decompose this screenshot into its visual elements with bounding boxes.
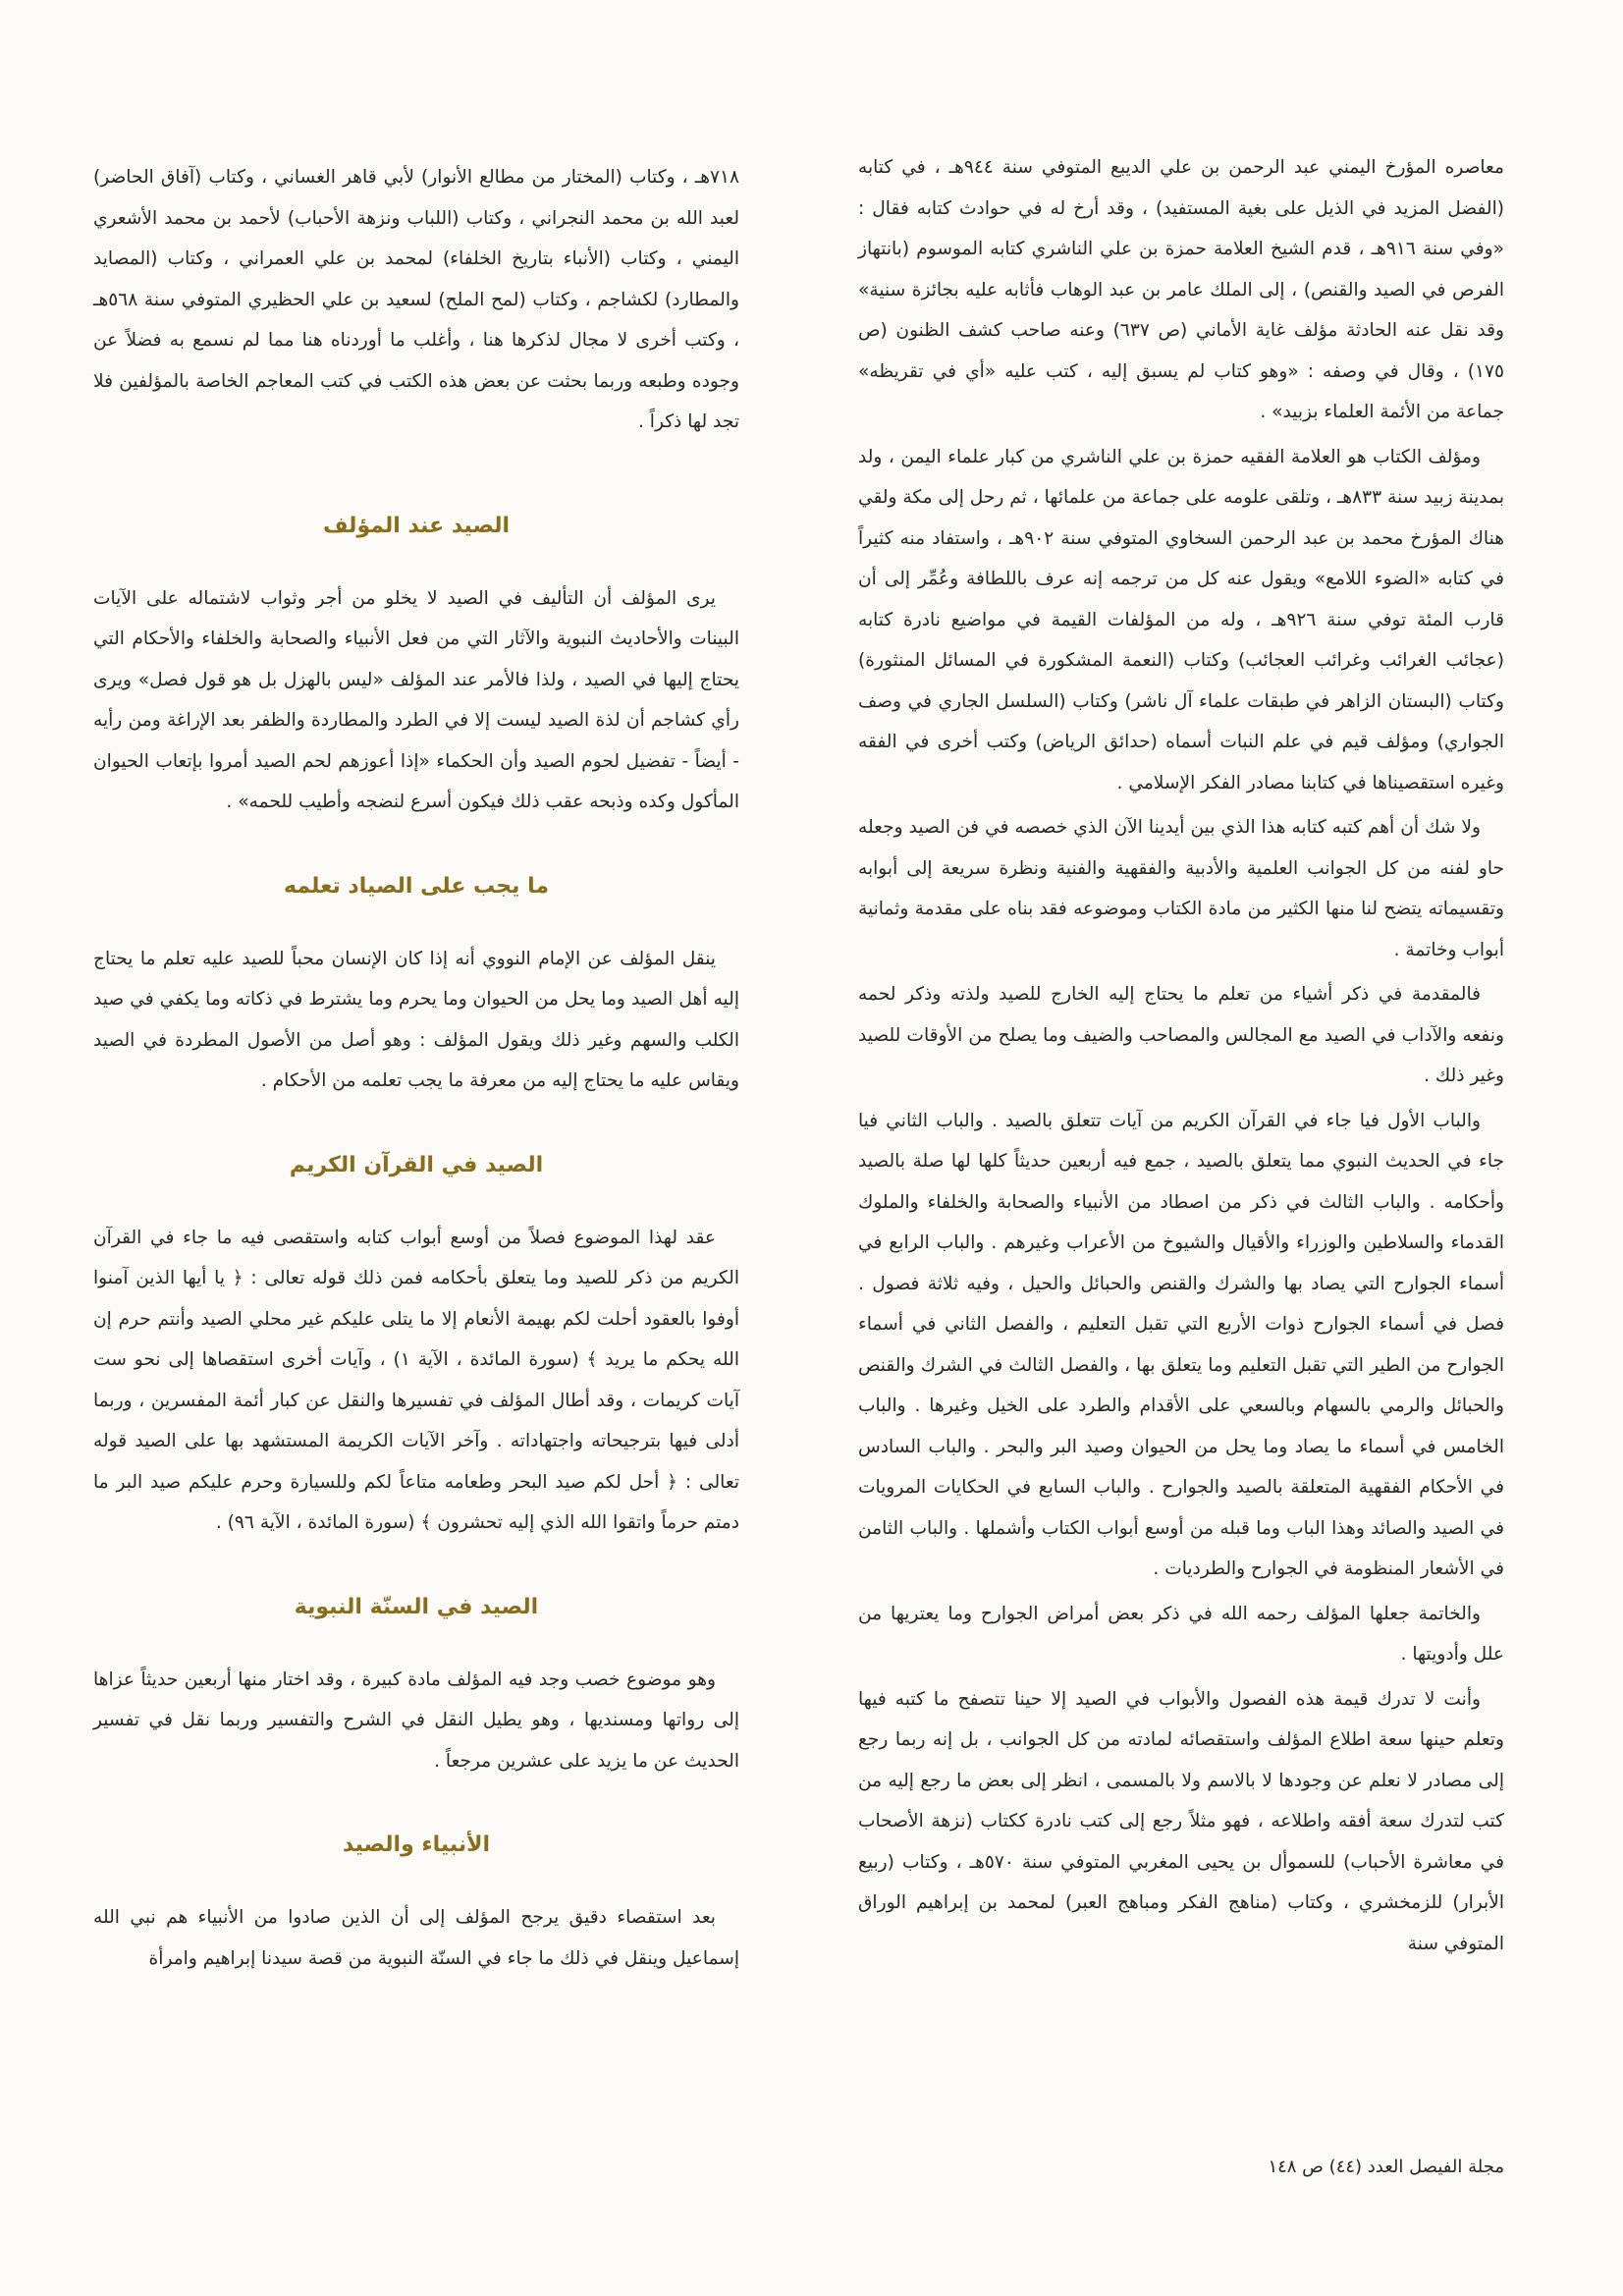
paragraph-dibai-history: معاصره المؤرخ اليمني عبد الرحمن بن علي الديبع المتوفي سنة ٩٤٤هـ ، في كتابه (الفضل المزيد في الذيل على بغية المستفيد) ، وقد أرخ له في حوادث كتابه فقال : «وفي سنة ٩١٦هـ ، قدم الشيخ العلامة حمزة بن علي الناشري كتابه الموسوم (بانتهاز الفرص في الصيد والقنص) ، إلى الملك عامر بن عبد الوهاب فأثابه عليه بجائزة سنية» وقد نقل عنه الحادثة مؤلف غاية الأماني (ص ٦٣٧) وعنه صاحب كشف الظنون (ص ١٧٥) ، وقال في وصفه : «وهو كتاب لم يسبق إليه ، كتب عليه «أي في تقريظه» جماعة من الأئمة العلماء بزبيد» . [858, 157, 1504, 422]
paragraph-hunting-in-sunnah: وهو موضوع خصب وجد فيه المؤلف مادة كبيرة ، وقد اختار منها أربعين حديثاً عزاها إلى رواتها ومسنديها ، وهو يطيل النقل في الشرح والتفسير وربما نقل في تفسير الحديث عن ما يزيد على عشرين مرجعاً . [93, 1668, 739, 1772]
heading-hunter-must-learn: ما يجب على الصياد تعلمه [284, 873, 549, 899]
paragraph-book-importance: ولا شك أن أهم كتبه كتابه هذا الذي بين أيدينا الآن الذي خصصه في فن الصيد وجعله حاو لفنه من كل الجوانب العلمية والأدبية والفقهية والفنية ونظرة سريعة إلى أبوابه وتقسيماته يتضح لنا منها الكثير من مادة الكتاب وموضوعه فقد بناه على مقدمة وثمانية أبواب وخاتمة . [858, 817, 1504, 960]
heading-hunting-in-sunnah: الصيد في السنّة النبوية [294, 1594, 539, 1619]
paragraph-hunter-must-learn: ينقل المؤلف عن الإمام النووي أنه إذا كان الإنسان محباً للصيد عليه تعلم ما يحتاج إليه أهل الصيد وما يحل من الحيوان وما يحرم وما يشترط في ذكاته وما يكفي في صيد الكلب والسهم وغير ذلك ويقول المؤلف : وهو أصل من الأصول المطردة في الصيد ويقاس عليه ما يحتاج إليه من معرفة ما يجب تعلمه من الأحكام . [93, 948, 739, 1091]
paragraph-author-biography: ومؤلف الكتاب هو العلامة الفقيه حمزة بن علي الناشري من كبار علماء اليمن ، ولد بمدينة زبيد سنة ٨٣٣هـ ، وتلقى علومه على جماعة من علمائها ، ثم رحل إلى مكة ولقي هناك المؤرخ محمد بن عبد الرحمن السخاوي المتوفي سنة ٩٠٢هـ ، واستفاد منه كثيراً في كتابه «الضوء اللامع» ويقول عنه كل من ترجمه إنه عرف باللطافة وعُمِّر إلى أن قارب المئة توفي سنة ٩٢٦هـ ، وله من المؤلفات القيمة في مواضيع نادرة كتابه (عجائب الغرائب وغرائب العجائب) وكتاب (النعمة المشكورة في المسائل المنثورة) وكتاب (البستان الزاهر في طبقات علماء آل ناشر) وكتاب (السلسل الجاري في وصف الجواري) ومؤلف قيم في علم النبات أسماه (حدائق الرياض) وكتب أخرى في الفقه وغيره استقصيناها في كتابنا مصادر الفكر الإسلامي . [857, 446, 1505, 793]
paragraph-chapters-summary: والباب الأول فيا جاء في القرآن الكريم من آيات تتعلق بالصيد . والباب الثاني فيا جاء في الحديث النبوي مما يتعلق بالصيد ، جمع فيه أربعين حديثاً كلها لها صلة بالصيد وأحكامه . والباب الثالث في ذكر من اصطاد من الأنبياء والصحابة والخلفاء والملوك القدماء والسلاطين والوزراء والأقيال والشيوخ من الأعراب وغيرهم . والباب الرابع في أسماء الجوارح التي يصاد بها والشرك والقنص والحبائل والحيل ، وفيه ثلاثة فصول . فصل في أسماء الجوارح ذوات الأربع التي تقبل التعليم ، والفصل الثاني في أسماء الجوارح من الطير التي تقبل التعليم وما يتعلق بها ، والفصل الثالث في الشرك والقنص والحبائل والرمي بالسهام وبالسعي على الأقدام والطرد على الخيل وغيرها . والباب الخامس في أسماء ما يصاد وما يحل من الحيوان وصيد البر والبحر . والباب السادس في الأحكام الفقهية المتعلقة بالصيد والجوارح . والباب السابع في الحكايات المرويات في الصيد والصائد وهذا الباب وما قبله من أوسع أبواب الكتاب وأشملها . والباب الثامن في الأشعار المنظومة في الجوارح والطرديات . [858, 1110, 1504, 1579]
right-column [858, 147, 1504, 1968]
heading-prophets-and-hunting: الأنبياء والصيد [342, 1832, 491, 1857]
paragraph-sources: وأنت لا تدرك قيمة هذه الفصول والأبواب في الصيد إلا حينا تتصفح ما كتبه فيها وتعلم حينها سعة اطلاع المؤلف واستقصائه لمادته من كل الجوانب ، بل إنه ربما رجع إلى مصادر لا نعلم عن وجودها لا بالاسم ولا بالمسمى ، انظر إلى بعض ما رجع إليه من كتب لتدرك سعة أفقه واطلاعه ، فهو مثلاً رجع إلى كتب نادرة ككتاب (نزهة الأصحاب في معاشرة الأحباب) للسموأل بن يحيى المغربي المتوفي سنة ٥٧٠هـ ، وكتاب (ربيع الأبرار) للزمخشري ، وكتاب (مناهج الفكر ومباهج العبر) لمحمد بن إبراهيم الوراق المتوفي سنة [858, 1688, 1505, 1954]
paragraph-hunting-in-quran: عقد لهذا الموضوع فصلاً من أوسع أبواب كتابه واستقصى فيه ما جاء في القرآن الكريم من ذكر للصيد وما يتعلق بأحكامه فمن ذلك قوله تعالى : ﴿ يا أيها الذين آمنوا أوفوا بالعقود أحلت لكم بهيمة الأنعام إلا ما يتلى عليكم غير محلي الصيد وأنتم حرم إن الله يحكم ما يريد ﴾ (سورة المائدة ، الآية ١) ، وآيات أخرى استقصاها إلى نحو ست آيات كريمات ، وقد أطال المؤلف في تفسيرها والنقل عن كبار أئمة المفسرين ، وربما أدلى فيها بترجيحاته واجتهاداته . وآخر الآيات الكريمة المستشهد بها على الصيد قوله تعالى : ﴿ أحل لكم صيد البحر وطعامه متاعاً لكم وللسيارة وحرم عليكم صيد البر ما دمتم حرماً واتقوا الله الذي إليه تحشرون ﴾ (سورة المائدة ، الآية ٩٦) . [93, 1227, 740, 1533]
paragraph-conclusion-summary: والخاتمة جعلها المؤلف رحمه الله في ذكر بعض أمراض الجوارح وما يعتريها من علل وأدويتها . [858, 1603, 1504, 1665]
page-footer: مجلة الفيصل العدد (٤٤) ص ١٤٨ [1268, 2157, 1504, 2177]
paragraph-hunting-by-author: يرى المؤلف أن التأليف في الصيد لا يخلو من أجر وثواب لاشتماله على الآيات البينات والأحاديث النبوية والآثار التي من فعل الأنبياء والصحابة والخلفاء والأحكام التي يحتاج إليها في الصيد ، ولذا فالأمر عند المؤلف «ليس بالهزل بل هو قول فصل» ويرى رأي كشاجم أن لذة الصيد ليست إلا في الطرد والمطاردة والظفر بعد الإراغة ومن رأيه - أيضاً - تفضيل لحوم الصيد وأن الحكماء «إذا أعوزهم لحم الصيد أمروا بإتعاب الحيوان المأكول وكده وذبحه عقب ذلك فيكون أسرع لنضجه وأطيب للحمه» . [93, 587, 739, 812]
heading-hunting-by-author: الصيد عند المؤلف [322, 513, 510, 538]
paragraph-introduction-summary: فالمقدمة في ذكر أشياء من تعلم ما يحتاج إليه الخارج للصيد ولذته وذكر لحمه ونفعه والآداب في الصيد مع المجالس والمصاحب والضيف وما يصلح من الأوقات للصيد وغير ذلك . [858, 984, 1504, 1086]
paragraph-prophets-and-hunting: بعد استقصاء دقيق يرجح المؤلف إلى أن الذين صادوا من الأنبياء هم نبي الله إسماعيل وينقل في ذلك ما جاء في السنّة النبوية من قصة سيدنا إبراهيم وامرأة [93, 1907, 739, 1969]
paragraph-sources-continued: ٧١٨هـ ، وكتاب (المختار من مطالع الأنوار) لأبي قاهر الغساني ، وكتاب (آفاق الحاضر) لعبد الله بن محمد النجراني ، وكتاب (اللباب ونزهة الأحباب) لأحمد بن محمد الأشعري اليمني ، وكتاب (الأنباء بتاريخ الخلفاء) لمحمد بن علي العمراني ، وكتاب (المصايد والمطارد) لكشاجم ، وكتاب (لمح الملح) لسعيد بن علي الحظيري المتوفي سنة ٥٦٨هـ ، وكتب أخرى لا مجال لذكرها هنا ، وأغلب ما أوردناه هنا مما لم نسمع به فضلاً عن وجوده وطبعه وربما بحثت عن بعض هذه الكتب في كتب المعاجم الخاصة بالمؤلفين فلا تجد لها ذكراً . [93, 167, 739, 432]
left-column [93, 157, 739, 1983]
heading-hunting-in-quran: الصيد في القرآن الكريم [289, 1152, 544, 1177]
